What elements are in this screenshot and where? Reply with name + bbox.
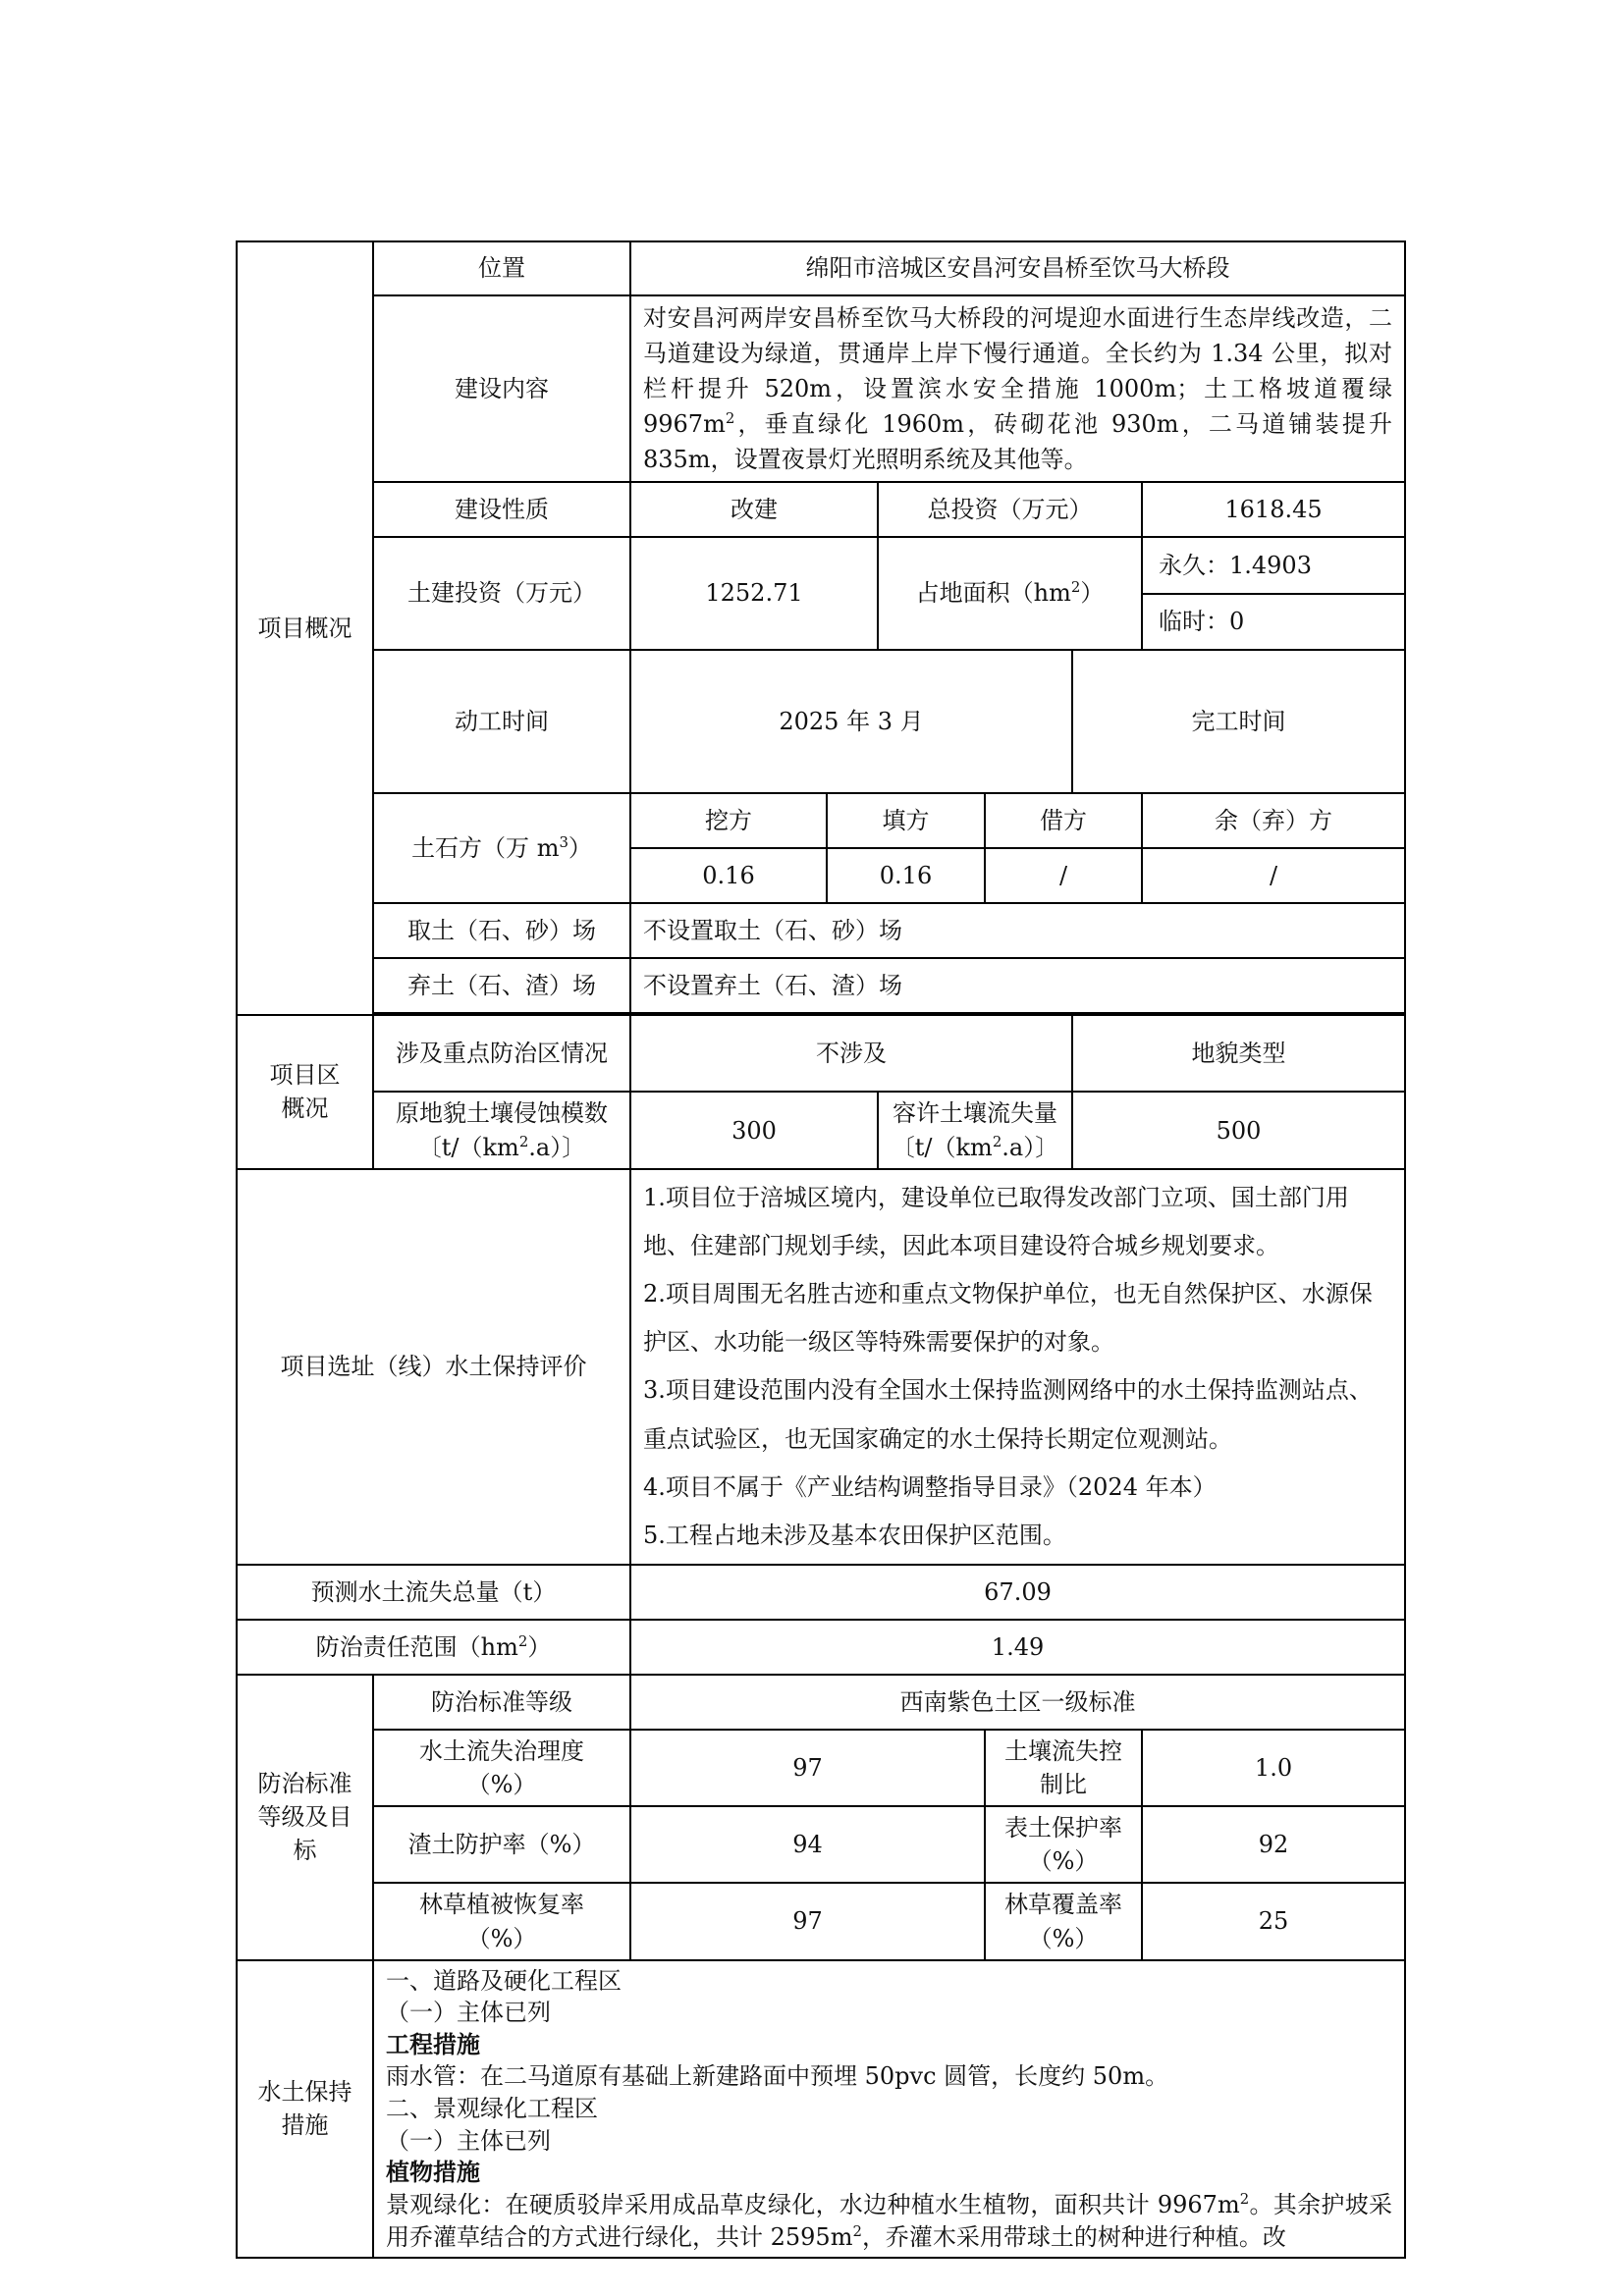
measures-line: （一）主体已列: [386, 2126, 551, 2155]
spoil-value: 不设置弃土（石、渣）场: [630, 958, 1405, 1013]
start-value: 2025 年 3 月: [630, 650, 1072, 793]
overview-section-label: 项目概况: [237, 241, 373, 1015]
target-value: 25: [1142, 1883, 1405, 1959]
area-permanent: 永久：1.4903: [1159, 551, 1312, 579]
target-label: 水土流失治理度 （%）: [373, 1730, 630, 1806]
measures-line: 雨水管：在二马道原有基础上新建路面中预埋 50pvc 圆管，长度约 50m。: [386, 2062, 1169, 2091]
measures-line: 景观绿化：在硬质驳岸采用成品草皮绿化，水边种植水生植物，面积共计 $9967m^2$。其余护坡采用乔灌草结合的方式进行绿化，共计 $2595m^2$，乔灌木采用带球土的树种进行种植。改: [386, 2189, 1393, 2251]
target-label: 渣土防护率（%）: [373, 1806, 630, 1883]
area-overview-section-label: 项目区 概况: [237, 1015, 373, 1168]
content-label: 建设内容: [373, 295, 630, 482]
site-eval-item: 2.项目周围无名胜古迹和重点文物保护单位，也无自然保护区、水源保护区、水功能一级区等特殊需要保护的对象。: [643, 1280, 1373, 1357]
scope-label: 防治责任范围$(hm^2)$: [237, 1620, 630, 1675]
borrow-label: 取土（石、砂）场: [373, 903, 630, 958]
measures-section-label: 水土保持 措施: [237, 1960, 373, 2259]
content-value: 对安昌河两岸安昌桥至饮马大桥段的河堤迎水面进行生态岸线改造，二马道建设为绿道，贯通岸上岸下慢行通道。全长约为 1.34 公里，拟对栏杆提升 520m，设置滨水安全措施 1000m；土工格坡道覆绿 $9967m^2$，垂直绿化 1960m，砖砌花池 930m，二马道铺装提升 835m，设置夜景灯光照明系统及其他等。: [643, 304, 1393, 473]
location-label: 位置: [373, 241, 630, 295]
level-value: 西南紫色土区一级标准: [630, 1675, 1405, 1730]
site-eval-item: 1.项目位于涪城区境内，建设单位已取得发改部门立项、国土部门用地、住建部门规划手续，因此本项目建设符合城乡规划要求。: [643, 1183, 1349, 1259]
site-eval-content: [630, 1169, 1405, 1566]
target-value: 1.0: [1142, 1730, 1405, 1806]
earth-value-borrow: /: [985, 848, 1142, 903]
borrow-value: 不设置取土（石、砂）场: [630, 903, 1405, 958]
site-eval-item: 3.项目建设范围内没有全国水土保持监测网络中的水土保持监测站点、重点试验区，也无国家确定的水土保持长期定位观测站。: [643, 1376, 1373, 1453]
nature-label: 建设性质: [373, 482, 630, 537]
level-label: 防治标准等级: [373, 1675, 630, 1730]
project-summary-table: [236, 240, 1406, 2259]
loss-label: 预测水土流失总量（t）: [237, 1565, 630, 1620]
erosion-value: 300: [630, 1092, 878, 1168]
earth-value-fill: 0.16: [827, 848, 985, 903]
nature-value: 改建: [630, 482, 878, 537]
end-label: 完工时间: [1072, 650, 1405, 793]
measures-line: 二、景观绿化工程区: [386, 2095, 598, 2123]
target-value: 92: [1142, 1806, 1405, 1883]
target-label: 土壤流失控制比: [985, 1730, 1142, 1806]
site-eval-item: 5.工程占地未涉及基本农田保护区范围。: [643, 1521, 1066, 1549]
earth-header-cut: 挖方: [630, 793, 827, 848]
target-label: 林草覆盖率 （%）: [985, 1883, 1142, 1959]
civil-invest-label: 土建投资（万元）: [373, 537, 630, 650]
target-value: 94: [630, 1806, 985, 1883]
measures-heading: 工程措施: [386, 2029, 480, 2058]
key-zone-value: 不涉及: [630, 1015, 1072, 1092]
measures-line: （一）主体已列: [386, 1999, 551, 2027]
target-label: 林草植被恢复率 （%）: [373, 1883, 630, 1959]
area-temporary: 临时：0: [1143, 593, 1404, 650]
content-cell: [630, 295, 1405, 482]
target-label: 表土保护率 （%）: [985, 1806, 1142, 1883]
total-invest-label: 总投资（万元）: [878, 482, 1142, 537]
allow-value: 500: [1072, 1092, 1405, 1168]
site-eval-item: 4.项目不属于《产业结构调整指导目录》（2024 年本）: [643, 1472, 1217, 1501]
earth-header-spoil: 余（弃）方: [1142, 793, 1405, 848]
earth-value-cut: 0.16: [630, 848, 827, 903]
loss-value: 67.09: [630, 1565, 1405, 1620]
area-value-cell: [1142, 537, 1405, 650]
erosion-label: 原地貌土壤侵蚀模数 〔$t/(km^2.a)$〕: [373, 1092, 630, 1168]
earth-value-spoil: /: [1142, 848, 1405, 903]
earth-label: 土石方（万 $m^3$）: [373, 793, 630, 903]
site-eval-label: 项目选址（线）水土保持评价: [237, 1169, 630, 1566]
area-label: 占地面积$(hm^2)$: [878, 537, 1142, 650]
scope-value: 1.49: [630, 1620, 1405, 1675]
spoil-label: 弃土（石、渣）场: [373, 958, 630, 1013]
target-value: 97: [630, 1883, 985, 1959]
target-value: 97: [630, 1730, 985, 1806]
earth-header-fill: 填方: [827, 793, 985, 848]
start-label: 动工时间: [373, 650, 630, 793]
landform-label: 地貌类型: [1072, 1015, 1405, 1092]
measures-line: 一、道路及硬化工程区: [386, 1966, 622, 1995]
earth-header-borrow: 借方: [985, 793, 1142, 848]
total-invest-value: 1618.45: [1142, 482, 1405, 537]
measures-heading: 植物措施: [386, 2158, 480, 2187]
standard-section-label: 防治标准 等级及目 标: [237, 1675, 373, 1959]
allow-label: 容许土壤流失量 〔$t/(km^2.a)$〕: [878, 1092, 1072, 1168]
location-value: 绵阳市涪城区安昌河安昌桥至饮马大桥段: [630, 241, 1405, 295]
measures-content: [373, 1960, 1405, 2259]
key-zone-label: 涉及重点防治区情况: [373, 1015, 630, 1092]
civil-invest-value: 1252.71: [630, 537, 878, 650]
